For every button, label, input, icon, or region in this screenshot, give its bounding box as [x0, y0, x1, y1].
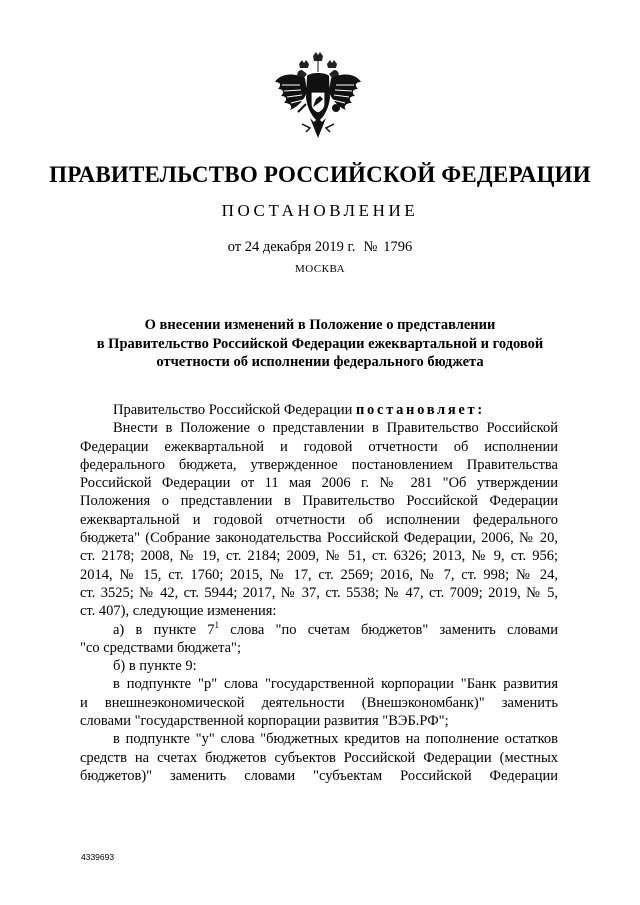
- item-a-post: слова "по счетам бюджетов" заменить словами: [219, 621, 558, 638]
- item-a-superscript: 1: [214, 619, 220, 630]
- body-line: федерального бюджета, утвержденное постановлением Правительства: [80, 456, 558, 473]
- city: МОСКВА: [294, 263, 346, 275]
- body-line: ст. 3525; № 42, ст. 5944; 2017, № 37, ст. 5538; № 47, ст. 7009; 2019, № 5,: [80, 584, 558, 601]
- body-line: ст. 2178; 2008, № 19, ст. 2184; 2009, № 51, ст. 6326; 2013, № 9, ст. 956;: [80, 548, 558, 565]
- subitem-u-line: бюджетов)" заменить словами "субъектам Российской Федерации: [80, 767, 558, 784]
- document-heading: [80, 316, 560, 372]
- item-a: [80, 621, 558, 639]
- body-line: Российской Федерации от 11 мая 2006 г. № 281 "Об утверждении: [80, 475, 558, 492]
- heading-line: О внесении изменений в Положение о представлении: [144, 317, 496, 333]
- subitem-u-line: в подпункте "у" слова "бюджетных кредитов на пополнение остатков: [113, 731, 558, 748]
- subitem-r-line: словами "государственной корпорации развития "ВЭБ.РФ";: [80, 713, 449, 730]
- item-b: б) в пункте 9:: [113, 658, 197, 675]
- body-line: 2014, № 15, ст. 1760; 2015, № 17, ст. 2569; 2016, № 7, ст. 998; № 24,: [80, 566, 558, 583]
- body-line: Внести в Положение о представлении в Правительство Российской: [113, 420, 558, 437]
- body-line: Положения о представлении в Правительство Российской Федерации: [80, 493, 558, 510]
- body-line: ежеквартальной и годовой отчетности об исполнении федерального: [80, 511, 558, 528]
- document-date: от 24 декабря 2019 г.: [227, 239, 356, 255]
- document-code: 4339693: [81, 852, 115, 862]
- number-sign: №: [363, 239, 378, 255]
- document-number: 1796: [383, 239, 413, 255]
- body-line: ст. 407), следующие изменения:: [80, 603, 277, 620]
- body-line: бюджета" (Собрание законодательства Российской Федерации, 2006, № 20,: [80, 530, 558, 547]
- heading-line: в Правительство Российской Федерации ежеквартальной и годовой: [96, 335, 544, 352]
- subitem-r-line: и внешнеэкономической деятельности (Внешэкономбанк)" заменить: [80, 694, 558, 711]
- date-number-line: [0, 239, 640, 256]
- subitem-r-line: в подпункте "р" слова "государственной корпорации "Банк развития: [113, 676, 558, 693]
- document-body: [80, 401, 558, 785]
- document-type: ПОСТАНОВЛЕНИЕ: [221, 201, 419, 220]
- intro-paragraph: [80, 401, 558, 419]
- body-line: Федерации ежеквартальной и годовой отчетности об исполнении: [80, 438, 558, 455]
- russian-coat-of-arms-icon: [272, 52, 364, 146]
- item-a-continuation: "со средствами бюджета";: [80, 639, 241, 656]
- intro-lead: Правительство Российской Федерации: [113, 402, 353, 418]
- heading-line: отчетности об исполнении федерального бюджета: [156, 354, 484, 370]
- intro-resolves: постановляет:: [355, 402, 485, 418]
- government-title: ПРАВИТЕЛЬСТВО РОССИЙСКОЙ ФЕДЕРАЦИИ: [49, 162, 591, 187]
- item-a-pre: а) в пункте 7: [113, 621, 215, 638]
- subitem-u-line: средств на счетах бюджетов субъектов Российской Федерации (местных: [80, 749, 558, 766]
